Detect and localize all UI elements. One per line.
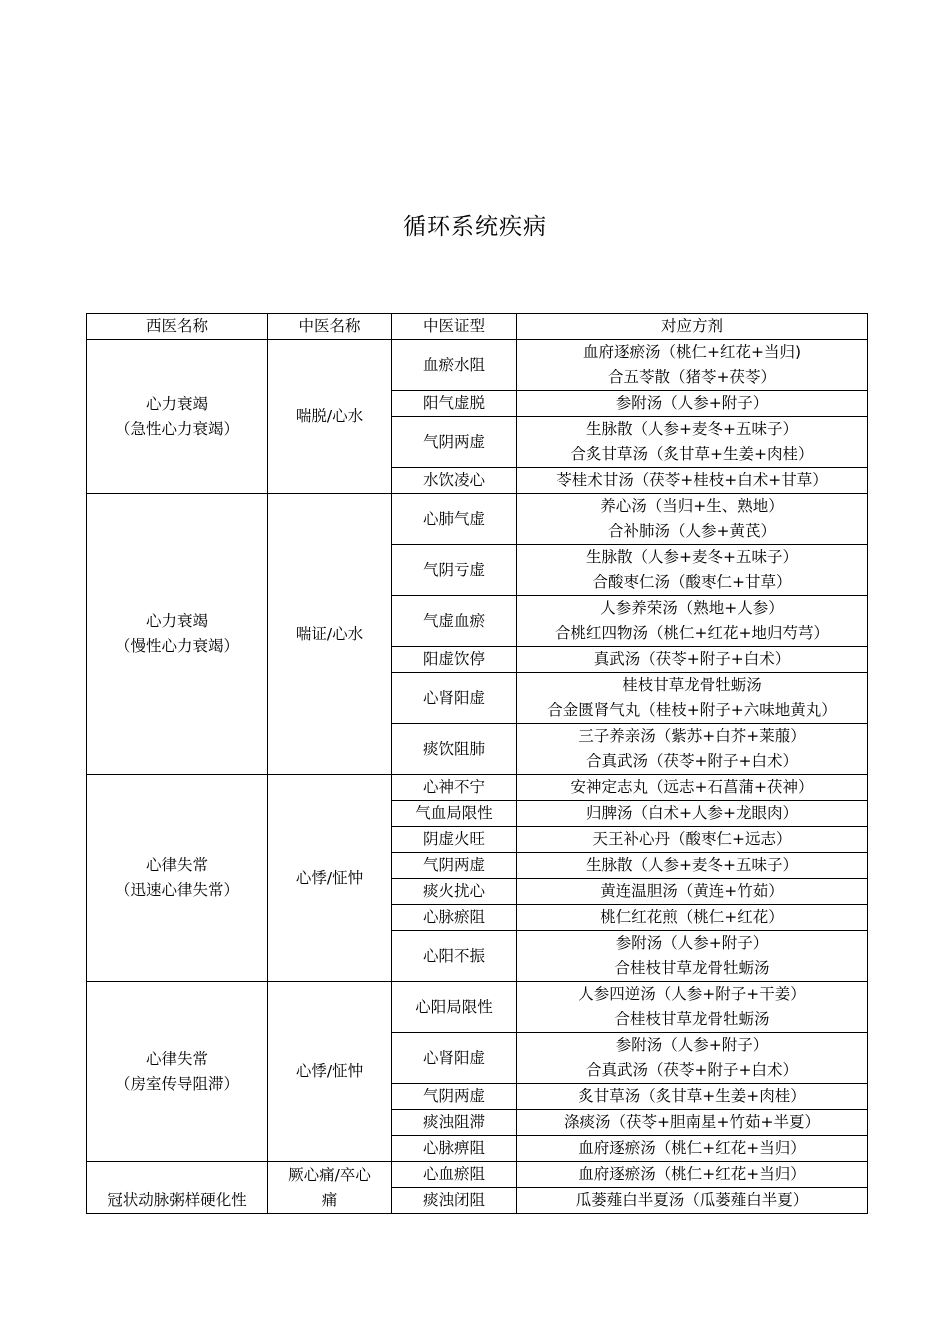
western-name-cell bbox=[87, 775, 268, 982]
formula-cell bbox=[517, 340, 868, 391]
tcm-name-line: 心悸/怔忡 bbox=[295, 1062, 364, 1080]
western-name-line: 冠状动脉粥样硬化性 bbox=[107, 1190, 247, 1209]
table-row bbox=[87, 775, 868, 801]
western-name-line: 心律失常 bbox=[145, 1049, 208, 1068]
tcm-name-cell bbox=[268, 340, 392, 494]
page-title: 循环系统疾病 bbox=[403, 214, 547, 240]
syndrome-cell: 痰火扰心 bbox=[392, 879, 517, 905]
formula-line: 参附汤（人参+附子） bbox=[615, 934, 769, 952]
table-row bbox=[87, 340, 868, 391]
western-name-cell bbox=[87, 340, 268, 494]
formula-line: 安神定志丸（远志+石菖蒲+茯神） bbox=[570, 778, 814, 796]
formula-line: 合酸枣仁汤（酸枣仁+甘草） bbox=[592, 573, 792, 591]
formula-cell bbox=[517, 545, 868, 596]
syndrome-cell: 痰浊闭阻 bbox=[392, 1188, 517, 1214]
syndrome-cell: 心神不宁 bbox=[392, 775, 517, 801]
formula-line: 合炙甘草汤（炙甘草+生姜+肉桂） bbox=[570, 445, 814, 463]
formula-cell bbox=[517, 801, 868, 827]
formula-cell bbox=[517, 673, 868, 724]
formula-line: 合桂枝甘草龙骨牡蛎汤 bbox=[614, 1010, 770, 1028]
formula-cell bbox=[517, 724, 868, 775]
formula-cell bbox=[517, 391, 868, 417]
formula-cell bbox=[517, 1084, 868, 1110]
formula-line: 生脉散（人参+麦冬+五味子） bbox=[586, 548, 798, 566]
formula-cell bbox=[517, 775, 868, 801]
tcm-name-cell bbox=[268, 775, 392, 982]
formula-line: 桃仁红花煎（桃仁+红花） bbox=[600, 908, 784, 926]
formula-cell bbox=[517, 1188, 868, 1214]
western-name-cell bbox=[87, 1162, 268, 1214]
syndrome-cell: 心肺气虚 bbox=[392, 494, 517, 545]
syndrome-cell: 气阴两虚 bbox=[392, 1084, 517, 1110]
syndrome-cell: 心肾阳虚 bbox=[392, 1033, 517, 1084]
formula-line: 养心汤（当归+生、熟地） bbox=[600, 497, 784, 515]
header-tcm-name: 中医名称 bbox=[268, 314, 392, 340]
western-name-cell bbox=[87, 494, 268, 775]
formula-line: 合桂枝甘草龙骨牡蛎汤 bbox=[614, 959, 770, 977]
table-row bbox=[87, 494, 868, 545]
syndrome-cell: 心血瘀阻 bbox=[392, 1162, 517, 1188]
formula-line: 血府逐瘀汤（桃仁+红花+当归) bbox=[582, 343, 802, 361]
formula-cell bbox=[517, 1136, 868, 1162]
formula-line: 合真武汤（茯苓+附子+白术） bbox=[586, 752, 798, 770]
formula-line: 参附汤（人参+附子） bbox=[615, 394, 769, 412]
western-name-line: 心力衰竭 bbox=[145, 612, 208, 630]
formula-line: 涤痰汤（茯苓+胆南星+竹茹+半夏） bbox=[564, 1113, 820, 1131]
formula-line: 归脾汤（白术+人参+龙眼肉） bbox=[586, 804, 798, 822]
tcm-name-line: 心悸/怔忡 bbox=[295, 868, 364, 887]
formula-line: 生脉散（人参+麦冬+五味子） bbox=[586, 420, 798, 438]
formula-cell bbox=[517, 1110, 868, 1136]
header-tcm-syndrome: 中医证型 bbox=[392, 314, 517, 340]
syndrome-cell: 痰饮阻肺 bbox=[392, 724, 517, 775]
syndrome-cell: 阳气虚脱 bbox=[392, 391, 517, 417]
formula-line: 三子养亲汤（紫苏+白芥+莱菔） bbox=[578, 727, 806, 745]
formula-line: 苓桂术甘汤（茯苓+桂枝+白术+甘草） bbox=[556, 471, 828, 489]
formula-cell bbox=[517, 596, 868, 647]
formula-line: 合金匮肾气丸（桂枝+附子+六味地黄丸） bbox=[547, 701, 837, 719]
formula-cell bbox=[517, 647, 868, 673]
western-name-line: （房室传导阻滞） bbox=[114, 1074, 239, 1093]
formula-line: 真武汤（茯苓+附子+白术） bbox=[593, 650, 791, 668]
syndrome-cell: 痰浊阻滞 bbox=[392, 1110, 517, 1136]
tcm-name-line: 喘脱/心水 bbox=[295, 407, 364, 425]
western-name-line: （急性心力衰竭） bbox=[114, 419, 239, 438]
syndrome-cell: 心阳不振 bbox=[392, 931, 517, 982]
formula-cell bbox=[517, 417, 868, 468]
syndrome-cell: 气阴两虚 bbox=[392, 417, 517, 468]
tcm-name-line: 厥心痛/卒心 bbox=[288, 1165, 371, 1184]
formula-cell bbox=[517, 905, 868, 931]
formula-line: 人参养荣汤（熟地+人参） bbox=[600, 599, 784, 617]
syndrome-cell: 血瘀水阻 bbox=[392, 340, 517, 391]
table-row bbox=[87, 982, 868, 1033]
formula-cell bbox=[517, 853, 868, 879]
formula-line: 瓜蒌薤白半夏汤（瓜蒌薤白半夏） bbox=[575, 1191, 809, 1209]
formula-cell bbox=[517, 931, 868, 982]
formula-cell bbox=[517, 494, 868, 545]
formula-line: 参附汤（人参+附子） bbox=[615, 1036, 769, 1054]
tcm-name-cell bbox=[268, 1162, 392, 1214]
tcm-name-line: 痛 bbox=[321, 1190, 338, 1209]
syndrome-cell: 心阳局限性 bbox=[392, 982, 517, 1033]
western-name-cell bbox=[87, 982, 268, 1162]
formula-line: 炙甘草汤（炙甘草+生姜+肉桂） bbox=[578, 1087, 806, 1105]
western-name-line: （慢性心力衰竭） bbox=[114, 637, 239, 655]
syndrome-cell: 阴虚火旺 bbox=[392, 827, 517, 853]
header-formula: 对应方剂 bbox=[517, 314, 868, 340]
formula-line: 桂枝甘草龙骨牡蛎汤 bbox=[622, 676, 762, 694]
syndrome-cell: 气阴亏虚 bbox=[392, 545, 517, 596]
formula-cell bbox=[517, 982, 868, 1033]
formula-line: 合真武汤（茯苓+附子+白术） bbox=[586, 1061, 798, 1079]
formula-cell bbox=[517, 1033, 868, 1084]
tcm-name-cell bbox=[268, 982, 392, 1162]
tcm-name-cell bbox=[268, 494, 392, 775]
formula-line: 合五苓散（猪苓+茯苓） bbox=[608, 368, 776, 386]
header-western-name: 西医名称 bbox=[87, 314, 268, 340]
syndrome-cell: 气阴两虚 bbox=[392, 853, 517, 879]
formula-cell bbox=[517, 827, 868, 853]
western-name-line bbox=[87, 1163, 267, 1188]
syndrome-cell: 心脉痹阻 bbox=[392, 1136, 517, 1162]
syndrome-cell: 心脉瘀阻 bbox=[392, 905, 517, 931]
syndrome-cell: 水饮凌心 bbox=[392, 468, 517, 494]
formula-line: 黄连温胆汤（黄连+竹茹） bbox=[600, 882, 784, 900]
header-row bbox=[87, 314, 868, 340]
western-name-line: 心律失常 bbox=[145, 856, 208, 874]
formula-line: 血府逐瘀汤（桃仁+红花+当归） bbox=[578, 1165, 806, 1183]
formula-cell bbox=[517, 1162, 868, 1188]
formula-line: 天王补心丹（酸枣仁+远志） bbox=[592, 830, 792, 848]
formula-line: 血府逐瘀汤（桃仁+红花+当归） bbox=[578, 1139, 806, 1157]
table-row bbox=[87, 1162, 868, 1188]
formula-line: 生脉散（人参+麦冬+五味子） bbox=[586, 856, 798, 874]
syndrome-cell: 气虚血瘀 bbox=[392, 596, 517, 647]
formula-line: 合桃红四物汤（桃仁+红花+地归芍芎） bbox=[555, 624, 829, 642]
formula-line: 人参四逆汤（人参+附子+干姜） bbox=[578, 985, 806, 1003]
syndrome-cell: 气血局限性 bbox=[392, 801, 517, 827]
syndrome-cell: 阳虚饮停 bbox=[392, 647, 517, 673]
disease-table bbox=[86, 313, 868, 1214]
formula-cell bbox=[517, 879, 868, 905]
western-name-line: （迅速心律失常） bbox=[114, 881, 239, 899]
formula-line: 合补肺汤（人参+黄芪） bbox=[608, 522, 776, 540]
formula-cell bbox=[517, 468, 868, 494]
syndrome-cell: 心肾阳虚 bbox=[392, 673, 517, 724]
western-name-line: 心力衰竭 bbox=[145, 394, 208, 413]
tcm-name-line: 喘证/心水 bbox=[295, 624, 364, 643]
